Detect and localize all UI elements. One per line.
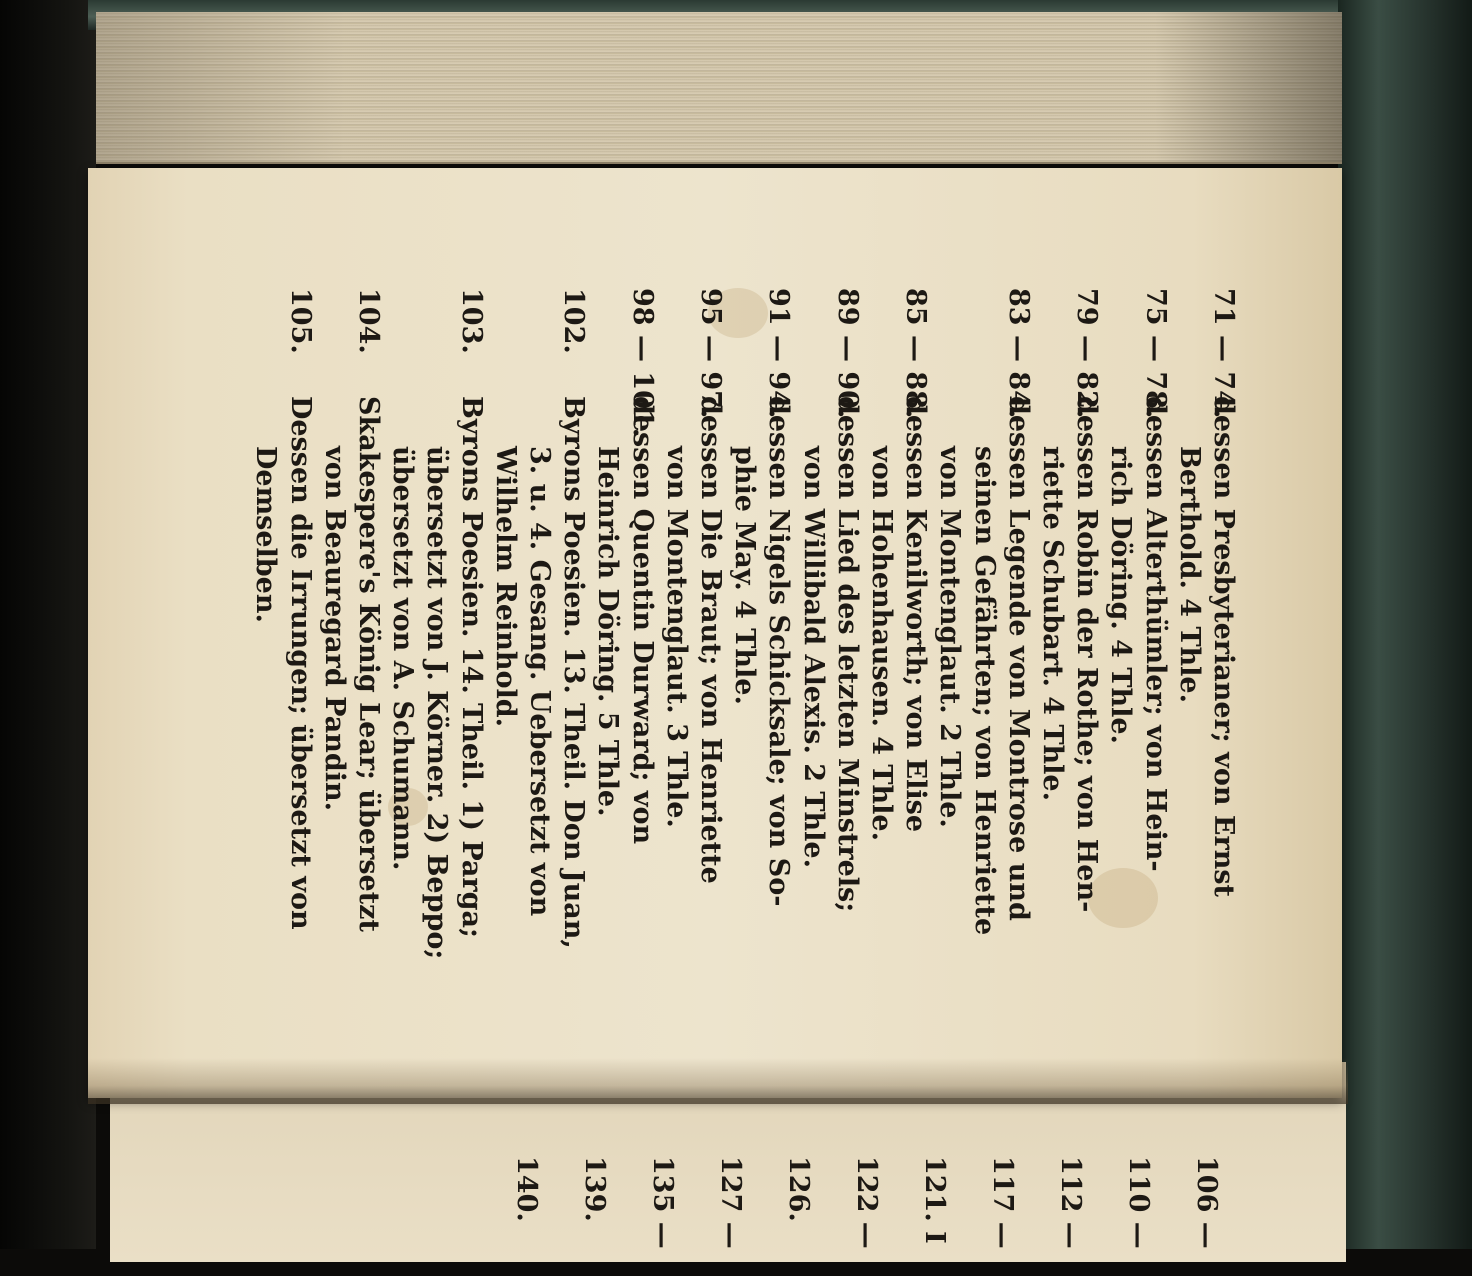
entry-number: 89 — 90. (831, 288, 863, 419)
catalog-entry (659, 288, 727, 1088)
catalog-entry (932, 288, 1035, 1088)
entry-number: 85 — 88. (900, 288, 932, 419)
entry-line: Wilhelm Reinhold. (489, 446, 521, 728)
catalog-entry (1035, 288, 1103, 1088)
page-edges (96, 12, 1342, 164)
entry-line: dessen Quentin Durward; von (626, 396, 658, 845)
catalog-entry (488, 288, 591, 1088)
entry-line: phie May. 4 Thle. (729, 446, 761, 705)
entry-line: dessen Alterthümler; von Hein- (1139, 396, 1171, 872)
lower-entry-number: 139. (579, 1156, 610, 1222)
entry-number: 103. (455, 288, 487, 354)
background-shadow (0, 0, 96, 1249)
entry-line: rich Döring. 4 Thle. (1105, 446, 1137, 744)
catalog-entry (1103, 288, 1171, 1088)
entry-line: dessen Nigels Schicksale; von So- (763, 396, 795, 907)
entry-line: dessen Robin der Rothe; von Hen- (1071, 396, 1103, 913)
entry-number: 102. (558, 288, 590, 354)
entry-number: 79 — 82. (1071, 288, 1103, 419)
lower-entry-number: 110 — (1123, 1156, 1154, 1249)
entry-line: seinen Gefährten; von Henriette (968, 446, 1000, 936)
lower-entry-number: 112 — (1055, 1156, 1086, 1249)
entry-line: 3. u. 4. Gesang. Uebersetzt von (523, 446, 555, 917)
entry-number: 83 — 84. (1002, 288, 1034, 419)
entry-number: 98 — 101. (626, 288, 658, 438)
lower-entry-number: 122 — (851, 1156, 882, 1249)
entry-line: Dessen die Irrungen; übersetzt von (284, 396, 316, 930)
entry-line: dessen Presbyterianer; von Ernst (1208, 396, 1239, 898)
entry-number: 104. (352, 288, 384, 354)
lower-entry-number: 106 — (1191, 1156, 1222, 1249)
catalog-text-block (248, 288, 1240, 1088)
catalog-entry (317, 288, 385, 1088)
entry-number: 71 — 74. (1208, 288, 1239, 419)
entry-line: Byrons Poesien. 14. Theil. 1) Parga; (455, 396, 487, 938)
entry-line: von Montenglaut. 3 Thle. (660, 446, 692, 828)
entry-line: übersetzt von J. Körner. 2) Beppo; (421, 446, 453, 960)
entry-line: von Willibald Alexis. 2 Thle. (797, 446, 829, 868)
catalog-entry (385, 288, 488, 1088)
entry-line: dessen Die Braut; von Henriette (694, 396, 726, 884)
catalog-entry (590, 288, 658, 1088)
entry-line: Byrons Poesien. 13. Theil. Don Juan, (558, 396, 590, 949)
entry-line: riette Schubart. 4 Thle. (1036, 446, 1068, 801)
catalog-entry (795, 288, 863, 1088)
lower-entry-number: 121. I (919, 1156, 950, 1244)
entry-line: von Montenglaut. 2 Thle. (934, 446, 966, 828)
entry-line: Heinrich Döring. 5 Thle. (592, 446, 624, 817)
lower-entry-number: 127 — (715, 1156, 746, 1249)
entry-line: dessen Legende von Montrose und (1002, 396, 1034, 921)
catalog-entry (727, 288, 795, 1088)
entry-line: Demselben. (250, 446, 282, 623)
catalog-entry (1172, 288, 1240, 1088)
entry-number: 95 — 97. (694, 288, 726, 419)
entry-line: dessen Kenilworth; von Elise (900, 396, 932, 833)
catalog-entry (248, 288, 316, 1088)
book-cover-right-edge (1338, 0, 1472, 1249)
lower-entry-number: 140. (511, 1156, 542, 1222)
entry-number: 75 — 78. (1139, 288, 1171, 419)
entry-line: von Beauregard Pandin. (318, 446, 350, 812)
catalog-entry (864, 288, 932, 1088)
entry-number: 91 — 94. (763, 288, 795, 419)
entry-line: dessen Lied des letzten Minstrels; (831, 396, 863, 913)
lower-page-numbers (492, 1156, 1240, 1276)
lower-entry-number: 126. (783, 1156, 814, 1222)
lower-entry-number: 117 — (987, 1156, 1018, 1249)
entry-line: übersetzt von A. Schumann. (387, 446, 419, 871)
lower-entry-number: 135 — (647, 1156, 678, 1249)
entry-line: Berthold. 4 Thle. (1173, 446, 1205, 704)
entry-number: 105. (284, 288, 316, 354)
entry-line: von Hohenhausen. 4 Thle. (865, 446, 897, 841)
entry-line: Skakespere's König Lear; übersetzt (352, 396, 384, 932)
